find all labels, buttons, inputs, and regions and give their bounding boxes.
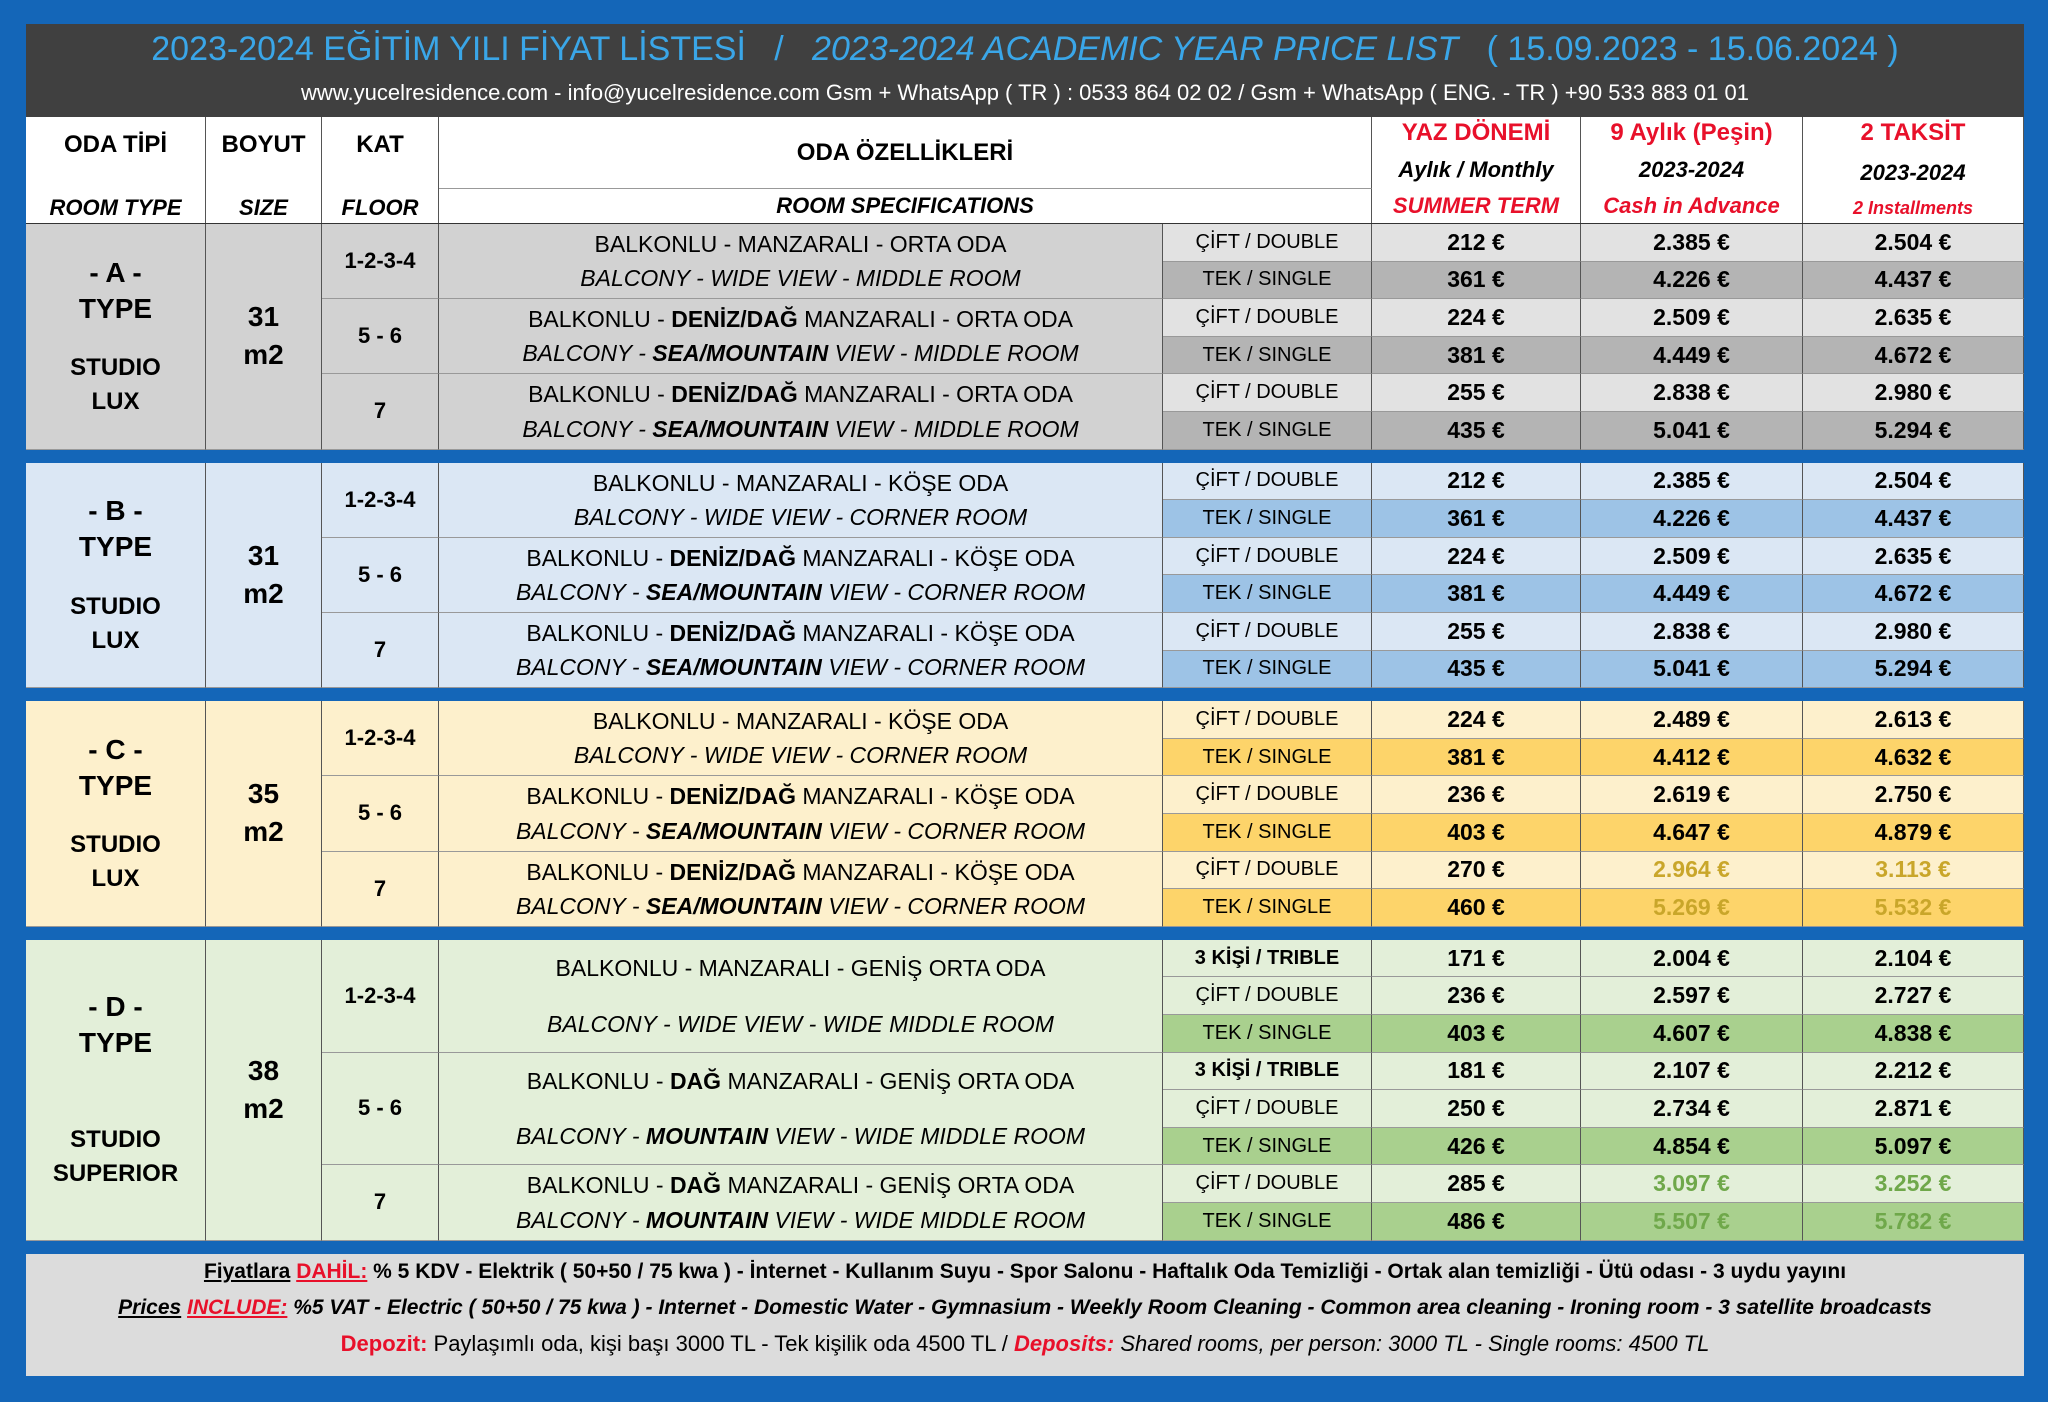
spec-tr-part: DENİZ/DAĞ [669,544,797,571]
spec-tr-part: BALKONLU - [528,381,672,408]
occupancy-cell: TEK / SINGLE [1163,889,1372,927]
room-spec [439,613,1163,688]
occupancy-cell: ÇİFT / DOUBLE [1163,463,1372,501]
floor-cell: 7 [322,852,439,927]
room-size-d [206,940,322,1241]
col-header-size-en: SIZE [239,195,288,220]
floor-cell: 1-2-3-4 [322,224,439,299]
price-installment: 2.980 € [1803,374,2024,412]
floor-cell: 1-2-3-4 [322,463,439,538]
spec-en-part: VIEW - CORNER ROOM [821,892,1086,919]
price-summer: 212 € [1372,463,1581,501]
spec-en [574,503,1027,531]
occupancy-cell: TEK / SINGLE [1163,337,1372,375]
price-installment: 5.097 € [1803,1128,2024,1166]
price-installment: 3.113 € [1803,852,2024,890]
room-category-2: LUX [91,865,140,893]
spec-en [516,892,1085,920]
room-category-1: STUDIO [70,592,161,620]
size-value: 38 [247,1054,280,1086]
price-summer: 255 € [1372,613,1581,651]
date-range: ( 15.09.2023 - 15.06.2024 ) [1486,30,1899,68]
spec-en [547,1010,1054,1038]
col-header-advance-l3: Cash in Advance [1603,193,1780,218]
price-summer: 486 € [1372,1203,1581,1241]
footer-included-tr [26,1257,2024,1287]
spec-en-part: SEA/MOUNTAIN [645,817,822,844]
price-advance: 4.412 € [1581,739,1803,777]
price-advance: 2.489 € [1581,701,1803,739]
occupancy-cell: TEK / SINGLE [1163,500,1372,538]
col-header-floor-en: FLOOR [341,195,419,220]
room-size-a [206,224,322,450]
spec-tr-part: BALKONLU - [526,858,670,885]
spec-tr [527,1171,1074,1199]
room-type-head [79,495,152,563]
room-category-1: STUDIO [70,1126,161,1154]
spec-tr-part: DENİZ/DAĞ [669,858,797,885]
spec-en-part: BALCONY - [515,578,646,605]
col-header-summer-l1: YAZ DÖNEMİ [1401,119,1551,146]
page-title [26,28,2024,70]
room-type-a [26,224,206,450]
col-header-install-l1: 2 TAKSİT [1860,119,1966,146]
spec-en-part: BALCONY - [522,415,653,442]
price-list-frame [26,24,2024,1376]
price-summer: 255 € [1372,374,1581,412]
room-category-1: STUDIO [70,353,161,381]
spec-tr [526,544,1074,572]
footer-tr-label-red: DAHİL: [296,1259,368,1283]
spec-en [522,339,1078,367]
spec-en-part: BALCONY - WIDE VIEW - MIDDLE ROOM [580,265,1021,292]
spec-en [574,741,1027,769]
price-advance: 4.449 € [1581,575,1803,613]
col-header-size [206,117,322,224]
spec-en [516,578,1085,606]
spec-en-part: SEA/MOUNTAIN [652,340,829,367]
floor-cell: 7 [322,1165,439,1240]
price-installment: 4.672 € [1803,575,2024,613]
occupancy-cell: TEK / SINGLE [1163,412,1372,450]
price-summer: 426 € [1372,1128,1581,1166]
occupancy-cell: ÇİFT / DOUBLE [1163,977,1372,1015]
spec-tr-part: DAĞ [669,1172,722,1199]
price-advance: 2.107 € [1581,1053,1803,1091]
col-header-floor-tr: KAT [356,131,404,158]
room-type-category [70,831,161,893]
room-spec [439,1053,1163,1166]
spec-tr [526,858,1074,886]
spec-tr-part: BALKONLU - MANZARALI - KÖŞE ODA [592,708,1009,735]
title-en: 2023-2024 ACADEMIC YEAR PRICE LIST [812,30,1459,68]
price-advance: 2.597 € [1581,977,1803,1015]
col-header-install-l3: 2 Installments [1852,198,1974,218]
footer-en-text: %5 VAT - Electric ( 50+50 / 75 kwa ) - Internet - Domestic Water - Gymnasium - Weekly Room Cleaning - Common area cleaning - Ironing room - 3 satellite broadcasts [287,1295,1932,1319]
price-advance: 2.509 € [1581,299,1803,337]
floor-cell: 1-2-3-4 [322,701,439,776]
price-installment: 4.672 € [1803,337,2024,375]
spec-en-part: VIEW - CORNER ROOM [821,654,1086,681]
spec-tr-part: BALKONLU - [526,1172,670,1199]
col-header-advance-l1: 9 Aylık (Peşin) [1610,119,1773,146]
occupancy-cell: ÇİFT / DOUBLE [1163,852,1372,890]
price-advance: 5.269 € [1581,889,1803,927]
price-summer: 403 € [1372,814,1581,852]
room-category-2: LUX [91,387,140,415]
size-unit: m2 [243,816,284,848]
price-installment: 4.879 € [1803,814,2024,852]
deposit-en-text: Shared rooms, per person: 3000 TL - Single rooms: 4500 TL [1114,1330,1710,1356]
price-advance: 3.097 € [1581,1165,1803,1203]
floor-cell: 7 [322,613,439,688]
spec-tr [528,305,1073,333]
price-summer: 236 € [1372,977,1581,1015]
price-installment: 5.532 € [1803,889,2024,927]
price-advance: 2.619 € [1581,776,1803,814]
room-spec [439,374,1163,449]
spec-tr-part: MANZARALI - ORTA ODA [797,381,1073,408]
spec-tr [593,469,1008,497]
spec-en-part: MOUNTAIN [645,1123,769,1150]
room-type-head [79,991,152,1059]
price-advance: 5.041 € [1581,412,1803,450]
price-installment: 2.727 € [1803,977,2024,1015]
price-installment: 2.104 € [1803,940,2024,978]
occupancy-cell: 3 KİŞİ / TRIBLE [1163,940,1372,978]
occupancy-cell: TEK / SINGLE [1163,1203,1372,1241]
spec-tr [527,1067,1074,1095]
price-installment: 2.635 € [1803,538,2024,576]
spec-en-part: VIEW - WIDE MIDDLE ROOM [768,1123,1086,1150]
price-advance: 4.647 € [1581,814,1803,852]
price-advance: 2.004 € [1581,940,1803,978]
price-advance: 5.507 € [1581,1203,1803,1241]
spec-tr [595,230,1007,258]
room-type-word: TYPE [78,531,153,563]
price-advance: 4.226 € [1581,262,1803,300]
contact-line: www.yucelresidence.com - info@yucelresidence.com Gsm + WhatsApp ( TR ) : 0533 864 02 02 / Gsm + WhatsApp ( ENG. - TR ) +90 533 883 01 01 [301,80,1749,105]
title-separator: / [774,30,784,68]
spec-en [516,1206,1085,1234]
occupancy-cell: ÇİFT / DOUBLE [1163,538,1372,576]
room-spec [439,299,1163,374]
group-separator [26,450,2024,463]
floor-cell: 1-2-3-4 [322,940,439,1053]
price-summer: 361 € [1372,262,1581,300]
occupancy-cell: TEK / SINGLE [1163,575,1372,613]
spec-en-part: VIEW - WIDE MIDDLE ROOM [768,1206,1086,1233]
price-advance: 5.041 € [1581,651,1803,689]
room-type-head [79,257,152,325]
spec-en-part: BALCONY - WIDE VIEW - CORNER ROOM [573,742,1028,769]
occupancy-cell: ÇİFT / DOUBLE [1163,1165,1372,1203]
price-summer: 381 € [1372,337,1581,375]
price-installment: 2.613 € [1803,701,2024,739]
spec-tr-part: DENİZ/DAĞ [671,306,798,333]
col-header-summer-l3: SUMMER TERM [1392,193,1560,218]
room-type-word: TYPE [78,292,153,324]
price-installment: 5.782 € [1803,1203,2024,1241]
spec-en [516,653,1085,681]
price-installment: 4.632 € [1803,739,2024,777]
spec-en-part: SEA/MOUNTAIN [645,892,822,919]
col-header-advance [1581,117,1803,224]
spec-en-part: VIEW - MIDDLE ROOM [828,340,1079,367]
deposit-tr-label: Depozit: [340,1330,428,1356]
spec-tr-part: MANZARALI - KÖŞE ODA [796,620,1075,647]
col-header-advance-l2: 2023-2024 [1638,157,1745,182]
spec-tr [593,707,1008,735]
room-type-word: TYPE [78,769,153,801]
occupancy-cell: TEK / SINGLE [1163,651,1372,689]
spec-tr [556,954,1046,982]
col-header-size-tr: BOYUT [221,131,306,158]
spec-tr [526,782,1074,810]
occupancy-cell: TEK / SINGLE [1163,739,1372,777]
price-installment: 2.871 € [1803,1090,2024,1128]
room-spec [439,701,1163,776]
room-spec [439,940,1163,1053]
room-spec [439,1165,1163,1240]
spec-tr-part: BALKONLU - [526,783,670,810]
floor-cell: 5 - 6 [322,1053,439,1166]
spec-tr [526,619,1074,647]
price-summer: 236 € [1372,776,1581,814]
spec-tr-part: BALKONLU - [526,1067,670,1094]
col-header-install-l2: 2023-2024 [1860,159,1966,185]
room-size-c [206,701,322,927]
spec-tr-part: BALKONLU - [526,544,670,571]
price-summer: 285 € [1372,1165,1581,1203]
price-advance: 2.964 € [1581,852,1803,890]
spec-en [580,264,1020,292]
spec-en [516,1122,1085,1150]
spec-en-part: BALCONY - WIDE VIEW - WIDE MIDDLE ROOM [547,1010,1054,1037]
size-value: 31 [247,301,280,333]
spec-en-part: BALCONY - [515,1206,646,1233]
room-type-c [26,701,206,927]
col-header-summer-l2: Aylık / Monthly [1398,157,1554,182]
price-summer: 224 € [1372,701,1581,739]
footer-en-label: Prices [118,1295,182,1319]
room-type-category [70,593,161,655]
size-value: 35 [247,778,280,810]
size-unit: m2 [243,339,284,371]
price-installment: 2.750 € [1803,776,2024,814]
spec-tr-part: MANZARALI - KÖŞE ODA [796,544,1075,571]
price-summer: 171 € [1372,940,1581,978]
room-spec [439,852,1163,927]
spec-tr-part: MANZARALI - KÖŞE ODA [796,783,1075,810]
room-type-label: - C - [88,733,143,765]
occupancy-cell: TEK / SINGLE [1163,262,1372,300]
occupancy-cell: ÇİFT / DOUBLE [1163,776,1372,814]
room-type-b [26,463,206,689]
occupancy-cell: TEK / SINGLE [1163,1128,1372,1166]
spec-en-part: BALCONY - [522,340,653,367]
spec-en-part: VIEW - CORNER ROOM [821,578,1086,605]
price-summer: 224 € [1372,538,1581,576]
price-advance: 4.854 € [1581,1128,1803,1166]
floor-cell: 5 - 6 [322,776,439,851]
price-installment: 2.504 € [1803,463,2024,501]
spec-en-part: BALCONY - [515,892,646,919]
room-type-label: - A - [89,256,142,288]
price-advance: 2.838 € [1581,374,1803,412]
group-separator [26,688,2024,701]
spec-tr-part: DAĞ [669,1067,722,1094]
footer-en-label-red: INCLUDE: [187,1295,288,1319]
size-unit: m2 [243,1092,284,1124]
price-summer: 435 € [1372,651,1581,689]
occupancy-cell: ÇİFT / DOUBLE [1163,374,1372,412]
spec-tr-part: BALKONLU - MANZARALI - GENİŞ ORTA ODA [555,954,1046,981]
price-summer: 181 € [1372,1053,1581,1091]
room-spec [439,224,1163,299]
price-summer: 435 € [1372,412,1581,450]
header-bar [26,24,2024,117]
price-advance: 4.607 € [1581,1015,1803,1053]
room-type-category [53,1126,178,1188]
footer-tr-label: Fiyatlara [203,1259,291,1283]
floor-cell: 5 - 6 [322,299,439,374]
footer-tr-text: % 5 KDV - Elektrik ( 50+50 / 75 kwa ) - İnternet - Kullanım Suyu - Spor Salonu - Haftalık Oda Temizliği - Ortak alan temizliği - Ütü odası - 3 uydu yayını [367,1259,1847,1283]
occupancy-cell: TEK / SINGLE [1163,814,1372,852]
footer-notes [26,1254,2024,1376]
group-separator [26,927,2024,940]
room-type-word: TYPE [78,1027,153,1059]
deposit-en-label: Deposits: [1013,1330,1115,1356]
room-type-label: - D - [88,991,143,1023]
size-value: 31 [247,539,280,571]
spec-tr-part: DENİZ/DAĞ [669,783,797,810]
spec-en-part: SEA/MOUNTAIN [645,578,822,605]
spec-tr [528,380,1073,408]
col-header-room-type [26,117,206,224]
spec-tr-part: MANZARALI - GENİŞ ORTA ODA [721,1067,1075,1094]
price-installment: 5.294 € [1803,651,2024,689]
price-installment: 2.504 € [1803,224,2024,262]
spec-en-part: VIEW - CORNER ROOM [821,817,1086,844]
footer-included-en [26,1293,2024,1323]
col-header-specs-tr: ODA ÖZELLİKLERİ [439,117,1372,189]
spec-en [522,415,1078,443]
spec-en-part: SEA/MOUNTAIN [652,415,829,442]
spec-en-part: BALCONY - [515,817,646,844]
floor-cell: 7 [322,374,439,449]
price-installment: 2.980 € [1803,613,2024,651]
spec-en-part: BALCONY - [515,654,646,681]
price-summer: 212 € [1372,224,1581,262]
room-category-1: STUDIO [70,831,161,859]
occupancy-cell: TEK / SINGLE [1163,1015,1372,1053]
room-type-category [70,354,161,416]
col-header-room-type-en: ROOM TYPE [49,195,182,220]
price-advance: 2.838 € [1581,613,1803,651]
size-unit: m2 [243,577,284,609]
price-advance: 4.226 € [1581,500,1803,538]
price-advance: 4.449 € [1581,337,1803,375]
spec-tr-part: MANZARALI - GENİŞ ORTA ODA [721,1172,1075,1199]
group-separator [26,1241,2024,1254]
occupancy-cell: ÇİFT / DOUBLE [1163,224,1372,262]
room-type-head [79,734,152,802]
spec-en-part: SEA/MOUNTAIN [645,654,822,681]
room-spec [439,463,1163,538]
price-summer: 270 € [1372,852,1581,890]
price-installment: 5.294 € [1803,412,2024,450]
col-header-floor [322,117,439,224]
footer-deposit [26,1329,2024,1359]
price-advance: 2.385 € [1581,463,1803,501]
price-summer: 224 € [1372,299,1581,337]
spec-tr-part: DENİZ/DAĞ [669,620,797,647]
col-header-summer [1372,117,1581,224]
spec-en-part: VIEW - MIDDLE ROOM [828,415,1079,442]
price-summer: 361 € [1372,500,1581,538]
deposit-tr-text: Paylaşımlı oda, kişi başı 3000 TL - Tek kişilik oda 4500 TL / [427,1330,1014,1356]
price-advance: 2.509 € [1581,538,1803,576]
room-type-label: - B - [88,495,143,527]
title-tr: 2023-2024 EĞİTİM YILI FİYAT LİSTESİ [151,30,746,68]
col-header-specs-en: ROOM SPECIFICATIONS [439,189,1372,224]
col-header-room-type-tr: ODA TİPİ [63,131,168,158]
room-size-b [206,463,322,689]
spec-tr-part: BALKONLU - [526,620,670,647]
price-installment: 4.437 € [1803,500,2024,538]
price-installment: 2.635 € [1803,299,2024,337]
room-category-2: SUPERIOR [52,1160,179,1188]
col-header-install [1803,117,2024,224]
spec-en-part: BALCONY - WIDE VIEW - CORNER ROOM [573,503,1028,530]
spec-tr-part: BALKONLU - MANZARALI - KÖŞE ODA [592,469,1009,496]
price-installment: 2.212 € [1803,1053,2024,1091]
room-category-2: LUX [91,626,140,654]
occupancy-cell: 3 KİŞİ / TRIBLE [1163,1053,1372,1091]
price-advance: 2.734 € [1581,1090,1803,1128]
price-summer: 381 € [1372,575,1581,613]
spec-en-part: BALCONY - [515,1123,646,1150]
floor-cell: 5 - 6 [322,538,439,613]
spec-tr-part: BALKONLU - [528,306,672,333]
spec-tr-part: MANZARALI - KÖŞE ODA [796,858,1075,885]
spec-tr-part: MANZARALI - ORTA ODA [797,306,1073,333]
spec-tr-part: BALKONLU - MANZARALI - ORTA ODA [594,231,1007,258]
occupancy-cell: ÇİFT / DOUBLE [1163,1090,1372,1128]
occupancy-cell: ÇİFT / DOUBLE [1163,613,1372,651]
price-advance: 2.385 € [1581,224,1803,262]
spec-en [516,817,1085,845]
price-installment: 3.252 € [1803,1165,2024,1203]
spec-tr-part: DENİZ/DAĞ [671,381,798,408]
price-summer: 250 € [1372,1090,1581,1128]
room-spec [439,776,1163,851]
price-summer: 403 € [1372,1015,1581,1053]
price-summer: 460 € [1372,889,1581,927]
price-summer: 381 € [1372,739,1581,777]
spec-en-part: MOUNTAIN [645,1206,769,1233]
occupancy-cell: ÇİFT / DOUBLE [1163,701,1372,739]
occupancy-cell: ÇİFT / DOUBLE [1163,299,1372,337]
price-installment: 4.437 € [1803,262,2024,300]
room-spec [439,538,1163,613]
room-type-d [26,940,206,1241]
price-installment: 4.838 € [1803,1015,2024,1053]
